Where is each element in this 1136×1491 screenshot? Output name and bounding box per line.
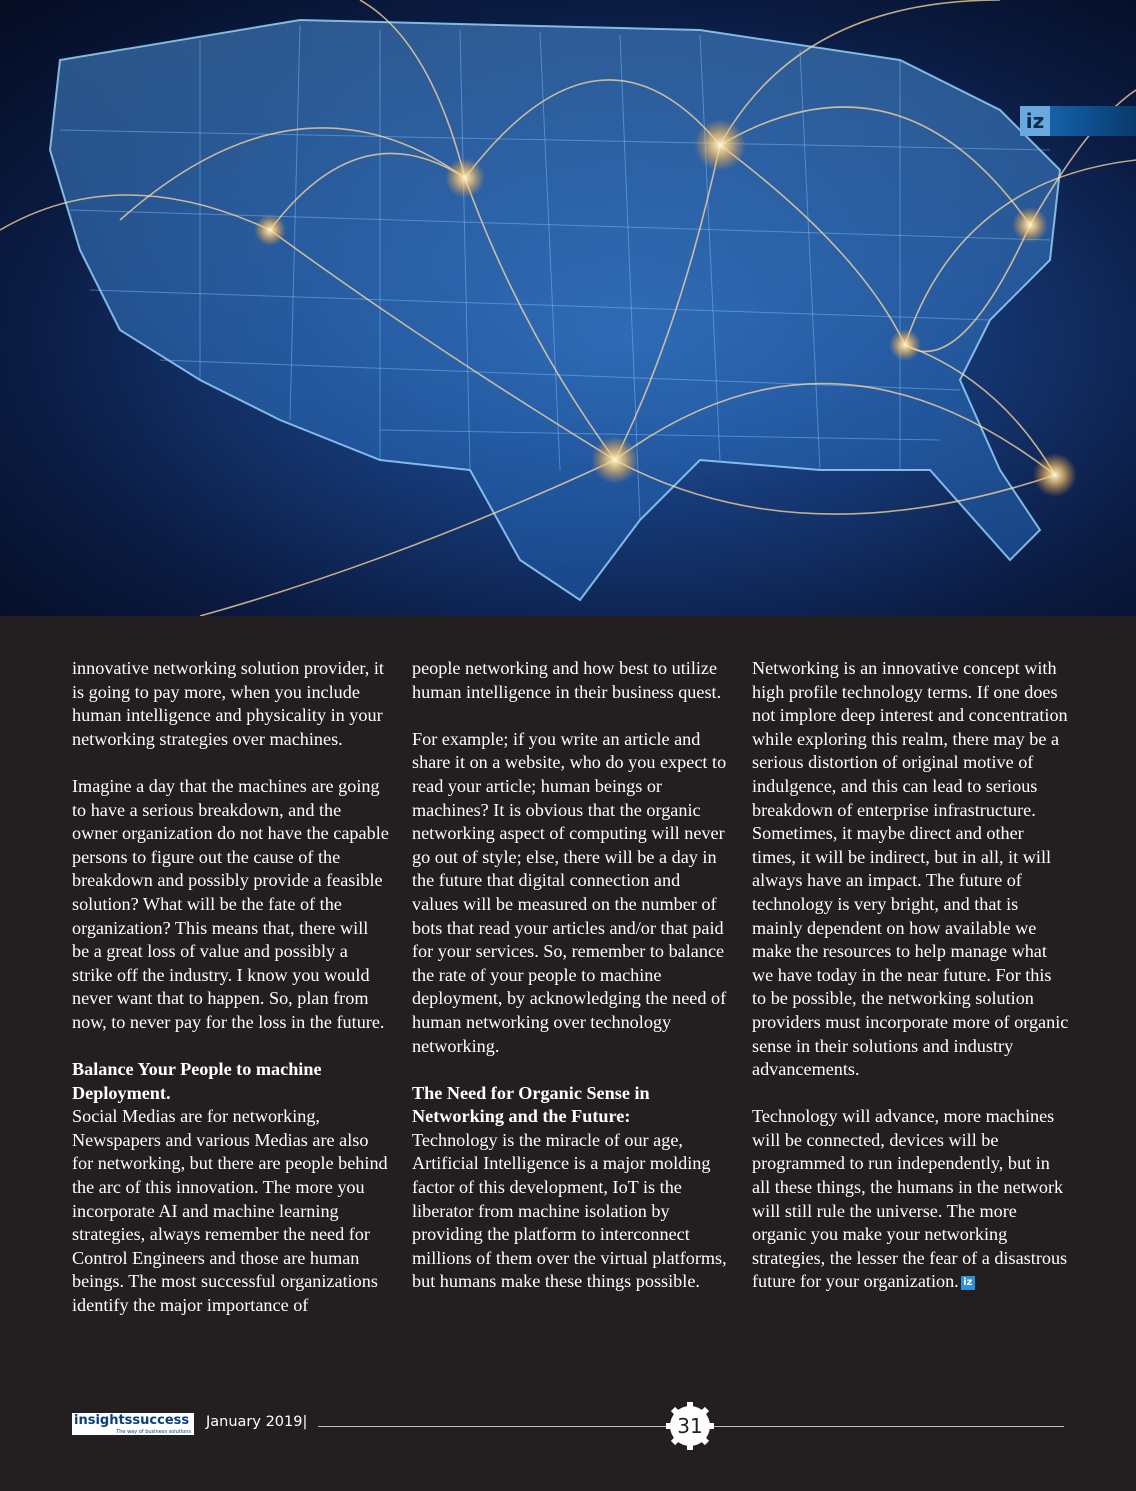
paragraph: Imagine a day that the machines are going to have a serious breakdown, and the owner organization do not have the capable persons to figure out the cause of the breakdown and possibly provide a feasible solution? What will be the fate of the organization? This means that, there will be a great loss of value and possibly a strike off the industry. I know you would never want that to happen. So, plan from now, to never pay for the loss in the future.: [72, 775, 389, 1032]
page-number-badge: [666, 1402, 714, 1450]
paragraph: people networking and how best to utilize human intelligence in their business quest.: [412, 658, 722, 702]
network-map-illustration: [0, 0, 1136, 616]
paragraph: Social Medias are for networking, Newspapers and various Medias are also for networking, but there are people behind the arc of this innovation. The more you incorporate AI and machine learning strategies, always remember the need for Control Engineers and those are human beings. The most successful organizations identify the major importance of: [72, 1106, 388, 1316]
article-column-1: [72, 657, 390, 1341]
footer-rule-left: [318, 1426, 668, 1427]
section-heading: Balance Your People to machine Deployment.: [72, 1059, 322, 1103]
page-number: 31: [670, 1406, 710, 1446]
article-column-2: [412, 657, 730, 1318]
paragraph: innovative networking solution provider, it is going to pay more, when you include human intelligence and physicality in your networking strategies over machines.: [72, 658, 384, 749]
article-column-3: [752, 657, 1070, 1318]
paragraph: [752, 1105, 1070, 1294]
section-heading: The Need for Organic Sense in Networking and the Future:: [412, 1082, 650, 1127]
insights-success-logo: [72, 1413, 194, 1435]
paragraph: Networking is an innovative concept with high profile technology terms. If one does not implore deep interest and concentration while exploring this realm, there may be a serious distortion of original motive of indulgence, and this can lead to serious breakdown of enterprise infrastructure. Sometimes, it maybe direct and other times, it will be indirect, but in all, it will always have an impact. The future of technology is very bright, and that is mainly dependent on how available we make the resources to help manage what we have today in the near future. For this to be possible, the networking solution providers must incorporate more of organic sense in their solutions and industry advancements.: [752, 658, 1069, 1080]
is-corner-tab: [1020, 106, 1136, 136]
hero-network-map-image: [0, 0, 1136, 616]
page-footer: [0, 1400, 1136, 1450]
paragraph-text: Technology will advance, more machines will be connected, devices will be programmed to run independently, but in all these things, the humans in the network will still rule the universe. The more organic you make your networking strategies, the lesser the fear of a disastrous future for your organization.: [752, 1106, 1068, 1292]
article-end-icon: iz: [961, 1276, 975, 1290]
logo-tagline: The way of business solutions: [116, 1429, 191, 1435]
issue-date: January 2019|: [206, 1414, 308, 1430]
logo-wordmark: insightssuccess: [74, 1413, 190, 1428]
paragraph: For example; if you write an article and share it on a website, who do you expect to read your article; human beings or machines? It is obvious that the organic networking aspect of computing will never go out of style; else, there will be a day in the future that digital connection and values will be measured on the number of bots that read your articles and/or that paid for your services. So, remember to balance the rate of your people to machine deployment, by acknowledging the need of human networking over technology networking.: [412, 728, 727, 1056]
is-logo-icon: iz: [1020, 106, 1050, 136]
paragraph: Technology is the miracle of our age, Artificial Intelligence is a major molding factor of this development, IoT is the liberator from machine isolation by providing the platform to interconnect millions of them over the virtual platforms, but humans make these things possible.: [412, 1129, 727, 1292]
footer-rule-right: [712, 1426, 1064, 1427]
